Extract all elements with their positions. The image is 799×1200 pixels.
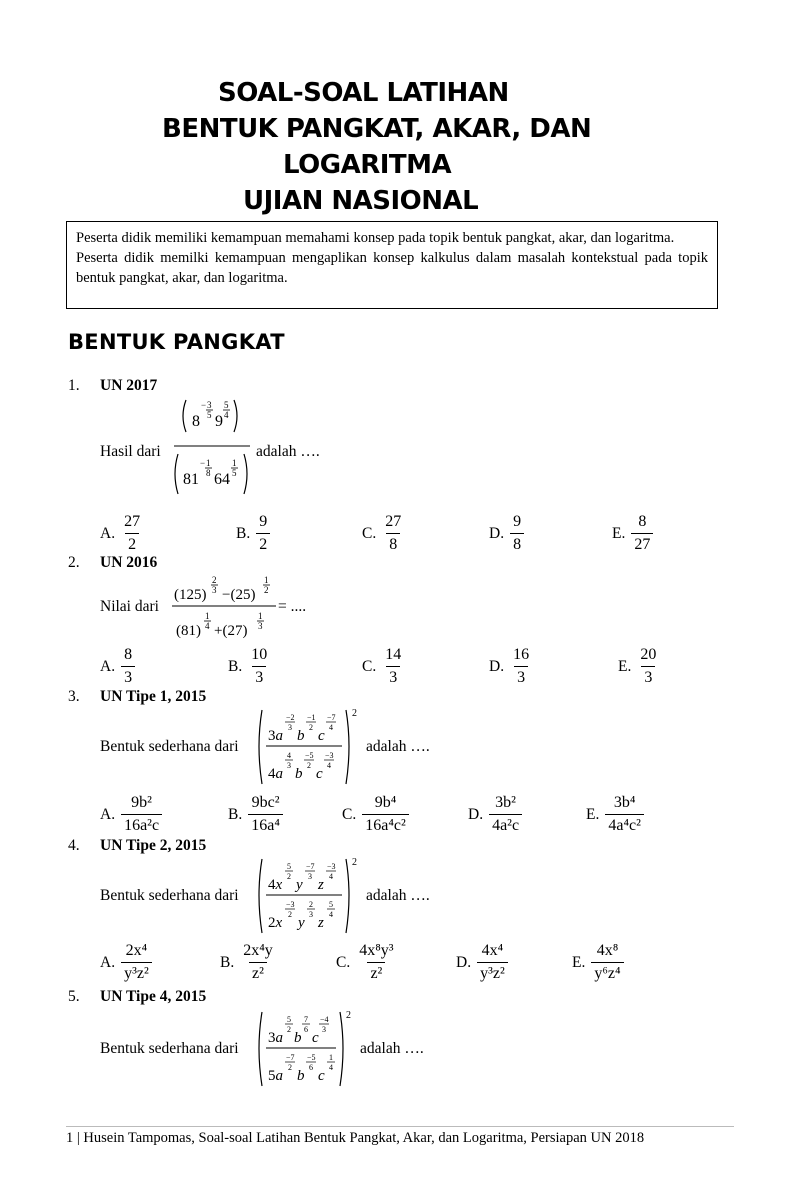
title-line-1: SOAL-SOAL LATIHAN bbox=[218, 78, 509, 108]
svg-text:−5: −5 bbox=[305, 751, 314, 760]
svg-text:b: b bbox=[295, 766, 303, 782]
svg-text:5: 5 bbox=[232, 468, 237, 478]
option-letter: C. bbox=[336, 953, 351, 971]
svg-text:5: 5 bbox=[287, 862, 291, 871]
svg-text:−4: −4 bbox=[320, 1015, 329, 1024]
fraction-numerator: 8 bbox=[124, 646, 133, 663]
question-number: 2. bbox=[68, 554, 80, 571]
option-letter: C. bbox=[362, 524, 377, 542]
svg-text:2: 2 bbox=[288, 910, 292, 919]
svg-text:1: 1 bbox=[329, 1053, 333, 1062]
option-fraction bbox=[248, 794, 283, 835]
svg-text:c: c bbox=[318, 1068, 325, 1084]
svg-text:−3: −3 bbox=[327, 862, 336, 871]
option-letter: A. bbox=[100, 657, 116, 675]
option-e[interactable] bbox=[572, 942, 624, 983]
svg-text:3: 3 bbox=[287, 761, 291, 770]
svg-text:−7: −7 bbox=[327, 713, 336, 722]
option-letter: E. bbox=[586, 805, 600, 823]
option-fraction bbox=[356, 942, 396, 983]
svg-text:b: b bbox=[297, 1068, 305, 1084]
svg-text:2: 2 bbox=[309, 723, 313, 732]
svg-text:−2: −2 bbox=[286, 713, 295, 722]
fraction-numerator: 9 bbox=[513, 513, 522, 530]
svg-text:2: 2 bbox=[212, 575, 217, 585]
option-letter: E. bbox=[612, 524, 626, 542]
fraction-numerator: 9bc² bbox=[251, 794, 280, 811]
option-fraction bbox=[382, 646, 404, 687]
option-fraction bbox=[591, 942, 623, 983]
fraction-denominator: 4a⁴c² bbox=[605, 814, 644, 835]
fraction-denominator: 3 bbox=[514, 666, 528, 687]
fraction-numerator: 2x⁴ bbox=[125, 942, 148, 959]
svg-text:81: 81 bbox=[183, 471, 199, 488]
option-a[interactable] bbox=[100, 794, 162, 835]
option-c[interactable] bbox=[362, 513, 404, 554]
fraction-denominator: 2 bbox=[125, 533, 139, 554]
fraction-denominator: 8 bbox=[386, 533, 400, 554]
expression-q1 bbox=[172, 396, 252, 507]
svg-text:c: c bbox=[312, 1030, 319, 1046]
svg-text:1: 1 bbox=[258, 611, 263, 621]
expression-q4 bbox=[256, 857, 360, 940]
fraction-numerator: 27 bbox=[124, 513, 141, 530]
fraction-numerator: 20 bbox=[640, 646, 657, 663]
title-line-3: LOGARITMA bbox=[283, 150, 452, 180]
svg-text:3a: 3a bbox=[268, 728, 283, 744]
fraction-denominator: 3 bbox=[641, 666, 655, 687]
fraction-denominator: y³z² bbox=[121, 962, 152, 983]
svg-text:4x: 4x bbox=[268, 877, 283, 893]
fraction-numerator: 4x⁸ bbox=[596, 942, 619, 959]
svg-text:8: 8 bbox=[206, 468, 211, 478]
svg-text:2: 2 bbox=[309, 900, 313, 909]
option-fraction bbox=[240, 942, 276, 983]
option-letter: D. bbox=[489, 657, 505, 675]
fraction-denominator: 16a⁴c² bbox=[362, 814, 409, 835]
fraction-numerator: 4x⁴ bbox=[481, 942, 504, 959]
option-letter: B. bbox=[236, 524, 251, 542]
option-b[interactable] bbox=[236, 513, 270, 554]
svg-text:z: z bbox=[318, 915, 324, 931]
svg-text:4: 4 bbox=[224, 410, 229, 420]
option-c[interactable] bbox=[342, 794, 409, 835]
svg-text:(125): (125) bbox=[174, 587, 207, 603]
option-c[interactable] bbox=[336, 942, 397, 983]
option-fraction bbox=[121, 646, 135, 687]
svg-text:3: 3 bbox=[322, 1025, 326, 1034]
option-b[interactable] bbox=[228, 794, 283, 835]
option-d[interactable] bbox=[468, 794, 522, 835]
svg-text:3: 3 bbox=[258, 621, 263, 631]
svg-text:4: 4 bbox=[287, 751, 291, 760]
option-fraction bbox=[477, 942, 508, 983]
question-source: UN Tipe 1, 2015 bbox=[100, 688, 207, 705]
fraction-numerator: 3b² bbox=[495, 794, 516, 811]
question-tail: = .... bbox=[278, 598, 307, 615]
question-source: UN Tipe 4, 2015 bbox=[100, 988, 207, 1005]
option-c[interactable] bbox=[362, 646, 404, 687]
svg-text:3: 3 bbox=[288, 723, 292, 732]
option-a[interactable] bbox=[100, 513, 143, 554]
question-tail: adalah …. bbox=[256, 443, 320, 460]
svg-text:2: 2 bbox=[287, 1025, 291, 1034]
question-source: UN 2017 bbox=[100, 377, 158, 394]
option-a[interactable] bbox=[100, 942, 152, 983]
svg-text:3a: 3a bbox=[268, 1030, 283, 1046]
option-letter: A. bbox=[100, 953, 116, 971]
fraction-denominator: y³z² bbox=[477, 962, 508, 983]
fraction-denominator: 3 bbox=[121, 666, 135, 687]
fraction-denominator: 2 bbox=[256, 533, 270, 554]
svg-text:4: 4 bbox=[329, 723, 333, 732]
fraction-numerator: 9 bbox=[259, 513, 268, 530]
question-number: 4. bbox=[68, 837, 80, 854]
svg-text:5: 5 bbox=[287, 1015, 291, 1024]
svg-text:−7: −7 bbox=[286, 1053, 295, 1062]
option-fraction bbox=[637, 646, 659, 687]
option-letter: C. bbox=[362, 657, 377, 675]
option-fraction bbox=[489, 794, 522, 835]
option-letter: C. bbox=[342, 805, 357, 823]
svg-text:3: 3 bbox=[309, 910, 313, 919]
question-tail: adalah …. bbox=[366, 887, 430, 904]
svg-text:c: c bbox=[318, 728, 325, 744]
fraction-numerator: 8 bbox=[638, 513, 647, 530]
svg-text:−7: −7 bbox=[306, 862, 315, 871]
option-fraction bbox=[382, 513, 404, 554]
svg-text:8: 8 bbox=[192, 413, 200, 430]
svg-text:5: 5 bbox=[207, 410, 212, 420]
option-letter: D. bbox=[468, 805, 484, 823]
option-fraction bbox=[362, 794, 409, 835]
question-tail: adalah …. bbox=[366, 738, 430, 755]
fraction-denominator: z² bbox=[249, 962, 267, 983]
fraction-numerator: 16 bbox=[513, 646, 530, 663]
svg-text:4a: 4a bbox=[268, 766, 283, 782]
svg-text:5a: 5a bbox=[268, 1068, 283, 1084]
option-fraction bbox=[510, 513, 524, 554]
option-letter: A. bbox=[100, 524, 116, 542]
fraction-numerator: 10 bbox=[251, 646, 268, 663]
question-prompt: Bentuk sederhana dari bbox=[100, 887, 239, 904]
svg-text:2: 2 bbox=[287, 872, 291, 881]
svg-text:1: 1 bbox=[232, 458, 237, 468]
fraction-numerator: 3b⁴ bbox=[613, 794, 636, 811]
svg-text:64: 64 bbox=[214, 471, 230, 488]
fraction-numerator: 14 bbox=[385, 646, 402, 663]
title-line-4: UJIAN NASIONAL bbox=[243, 186, 479, 216]
svg-text:4: 4 bbox=[329, 1063, 333, 1072]
footer-divider bbox=[66, 1126, 734, 1127]
svg-text:−3: −3 bbox=[325, 751, 334, 760]
svg-text:−3: −3 bbox=[286, 900, 295, 909]
question-number: 5. bbox=[68, 988, 80, 1005]
fraction-denominator: 16a²c bbox=[121, 814, 162, 835]
svg-text:2x: 2x bbox=[268, 915, 283, 931]
svg-text:1: 1 bbox=[206, 458, 211, 468]
svg-text:−1: −1 bbox=[307, 713, 316, 722]
option-fraction bbox=[248, 646, 270, 687]
option-e[interactable] bbox=[618, 646, 659, 687]
svg-text:6: 6 bbox=[309, 1063, 313, 1072]
option-letter: D. bbox=[456, 953, 472, 971]
fraction-denominator: 27 bbox=[631, 533, 653, 554]
fraction-numerator: 9b⁴ bbox=[374, 794, 397, 811]
question-prompt: Bentuk sederhana dari bbox=[100, 1040, 239, 1057]
option-letter: B. bbox=[228, 657, 243, 675]
svg-text:y: y bbox=[298, 915, 305, 931]
fraction-denominator: 16a⁴ bbox=[248, 814, 283, 835]
svg-text:5: 5 bbox=[329, 900, 333, 909]
option-a[interactable] bbox=[100, 646, 135, 687]
fraction-denominator: z² bbox=[367, 962, 385, 983]
option-b[interactable] bbox=[228, 646, 270, 687]
svg-text:2: 2 bbox=[352, 857, 357, 868]
question-source: UN Tipe 2, 2015 bbox=[100, 837, 207, 854]
svg-text:4: 4 bbox=[205, 621, 210, 631]
svg-text:9: 9 bbox=[215, 413, 223, 430]
svg-text:6: 6 bbox=[304, 1025, 308, 1034]
option-d[interactable] bbox=[456, 942, 508, 983]
fraction-denominator: 8 bbox=[510, 533, 524, 554]
title-line-2: BENTUK PANGKAT, AKAR, DAN bbox=[162, 114, 592, 144]
svg-text:5: 5 bbox=[224, 400, 229, 410]
svg-text:−: − bbox=[200, 458, 206, 468]
svg-text:−: − bbox=[201, 400, 207, 410]
section-title: BENTUK PANGKAT bbox=[68, 330, 285, 354]
svg-text:1: 1 bbox=[205, 611, 210, 621]
option-fraction bbox=[510, 646, 532, 687]
option-b[interactable] bbox=[220, 942, 276, 983]
objective-1: Peserta didik memiliki kemampuan memahami konsep pada topik bentuk pangkat, akar, dan logaritma. bbox=[76, 230, 675, 246]
svg-text:7: 7 bbox=[304, 1015, 308, 1024]
fraction-numerator: 27 bbox=[385, 513, 402, 530]
question-tail: adalah …. bbox=[360, 1040, 424, 1057]
option-fraction bbox=[121, 942, 152, 983]
fraction-denominator: 3 bbox=[252, 666, 266, 687]
question-prompt: Nilai dari bbox=[100, 598, 159, 615]
fraction-denominator: 3 bbox=[386, 666, 400, 687]
svg-text:z: z bbox=[318, 877, 324, 893]
fraction-numerator: 4x⁸y³ bbox=[359, 942, 394, 959]
svg-text:b: b bbox=[294, 1030, 302, 1046]
option-d[interactable] bbox=[489, 646, 532, 687]
option-d[interactable] bbox=[489, 513, 524, 554]
option-fraction bbox=[256, 513, 270, 554]
svg-text:−(25): −(25) bbox=[222, 587, 256, 603]
svg-text:4: 4 bbox=[329, 910, 333, 919]
svg-text:1: 1 bbox=[264, 575, 269, 585]
option-letter: E. bbox=[572, 953, 586, 971]
svg-text:+(27): +(27) bbox=[214, 623, 248, 639]
expression-q2 bbox=[172, 573, 280, 648]
question-prompt: Hasil dari bbox=[100, 443, 161, 460]
fraction-denominator: 4a²c bbox=[489, 814, 522, 835]
option-letter: B. bbox=[220, 953, 235, 971]
fraction-denominator: y⁶z⁴ bbox=[591, 962, 623, 983]
option-fraction bbox=[121, 513, 143, 554]
learning-objectives-box bbox=[66, 221, 718, 309]
svg-text:−5: −5 bbox=[307, 1053, 316, 1062]
option-e[interactable] bbox=[612, 513, 653, 554]
question-number: 1. bbox=[68, 377, 80, 394]
fraction-numerator: 2x⁴y bbox=[243, 942, 273, 959]
fraction-numerator: 9b² bbox=[131, 794, 152, 811]
svg-text:c: c bbox=[316, 766, 323, 782]
expression-q5 bbox=[256, 1010, 356, 1093]
option-letter: A. bbox=[100, 805, 116, 823]
svg-text:b: b bbox=[297, 728, 305, 744]
option-e[interactable] bbox=[586, 794, 644, 835]
option-letter: D. bbox=[489, 524, 505, 542]
svg-text:2: 2 bbox=[352, 708, 357, 719]
question-number: 3. bbox=[68, 688, 80, 705]
svg-text:4: 4 bbox=[329, 872, 333, 881]
objective-2: Peserta didik memilki kemampuan mengaplikan konsep kalkulus dalam masalah kontekstual pada topik bentuk pangkat, akar, dan logaritma. bbox=[76, 250, 708, 286]
svg-text:3: 3 bbox=[207, 400, 212, 410]
svg-text:(81): (81) bbox=[176, 623, 201, 639]
page-footer: 1 | Husein Tampomas, Soal-soal Latihan Bentuk Pangkat, Akar, dan Logaritma, Persiapan UN 2018 bbox=[66, 1130, 645, 1146]
option-fraction bbox=[121, 794, 162, 835]
option-fraction bbox=[631, 513, 653, 554]
option-fraction bbox=[605, 794, 644, 835]
option-letter: E. bbox=[618, 657, 632, 675]
svg-text:y: y bbox=[296, 877, 303, 893]
svg-text:3: 3 bbox=[308, 872, 312, 881]
svg-text:2: 2 bbox=[288, 1063, 292, 1072]
svg-text:3: 3 bbox=[212, 585, 217, 595]
svg-text:4: 4 bbox=[327, 761, 331, 770]
svg-text:2: 2 bbox=[307, 761, 311, 770]
question-source: UN 2016 bbox=[100, 554, 158, 571]
svg-text:2: 2 bbox=[346, 1010, 351, 1021]
option-letter: B. bbox=[228, 805, 243, 823]
question-prompt: Bentuk sederhana dari bbox=[100, 738, 239, 755]
expression-q3 bbox=[256, 708, 360, 791]
svg-text:2: 2 bbox=[264, 585, 269, 595]
